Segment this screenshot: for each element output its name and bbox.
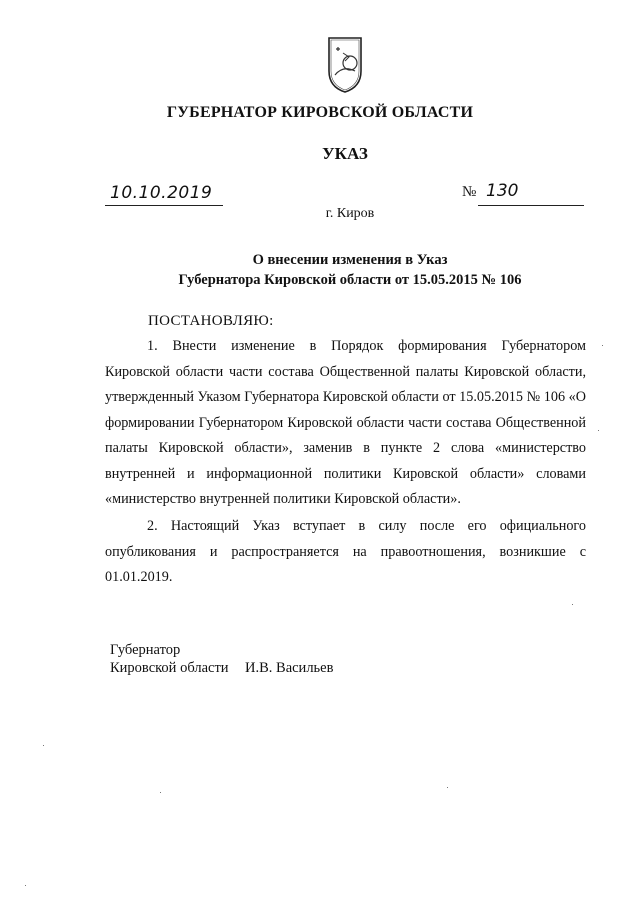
coat-of-arms-icon [325,35,365,95]
scan-speck [447,787,448,788]
signatory-region: Кировской области [110,660,229,676]
organization-title: ГУБЕРНАТОР КИРОВСКОЙ ОБЛАСТИ [166,104,474,121]
scan-speck [598,430,599,431]
signatory-name: И.В. Васильев [245,660,334,676]
document-number: 130 [486,181,519,201]
scan-speck [602,345,603,346]
scan-speck [160,792,161,793]
decree-word: ПОСТАНОВЛЯЮ: [148,313,274,329]
document-type: УКАЗ [322,144,368,163]
subject-line-1: О внесении изменения в Указ [252,252,448,268]
number-sign: № [462,184,477,200]
signatory-title: Губернатор [110,642,181,658]
document-subject [0,250,640,290]
paragraph-1: 1. Внести изменение в Порядок формирования Губернатором Кировской области части состава Общественной палаты Кировской области, утвержденный Указом Губернатора Кировской области от 15.05.2015 № 106 «О формировании Губернатором Кировской области части состава Общественной палаты Кировской области», заменив в пункте 2 слова «министерство внутренней и информационной политики Кировской области» словами «министерство внутренней политики Кировской области». [105,338,586,507]
scan-speck [43,745,44,746]
paragraph-2: 2. Настоящий Указ вступает в силу после его официального опубликования и распространяется на правоотношения, возникшие с 01.01.2019. [105,518,586,585]
scan-speck [25,885,26,886]
scan-speck [572,604,573,605]
subject-line-2: Губернатора Кировской области от 15.05.2015 № 106 [178,272,522,288]
city: г. Киров [325,206,375,221]
document-date: 10.10.2019 [110,183,213,203]
